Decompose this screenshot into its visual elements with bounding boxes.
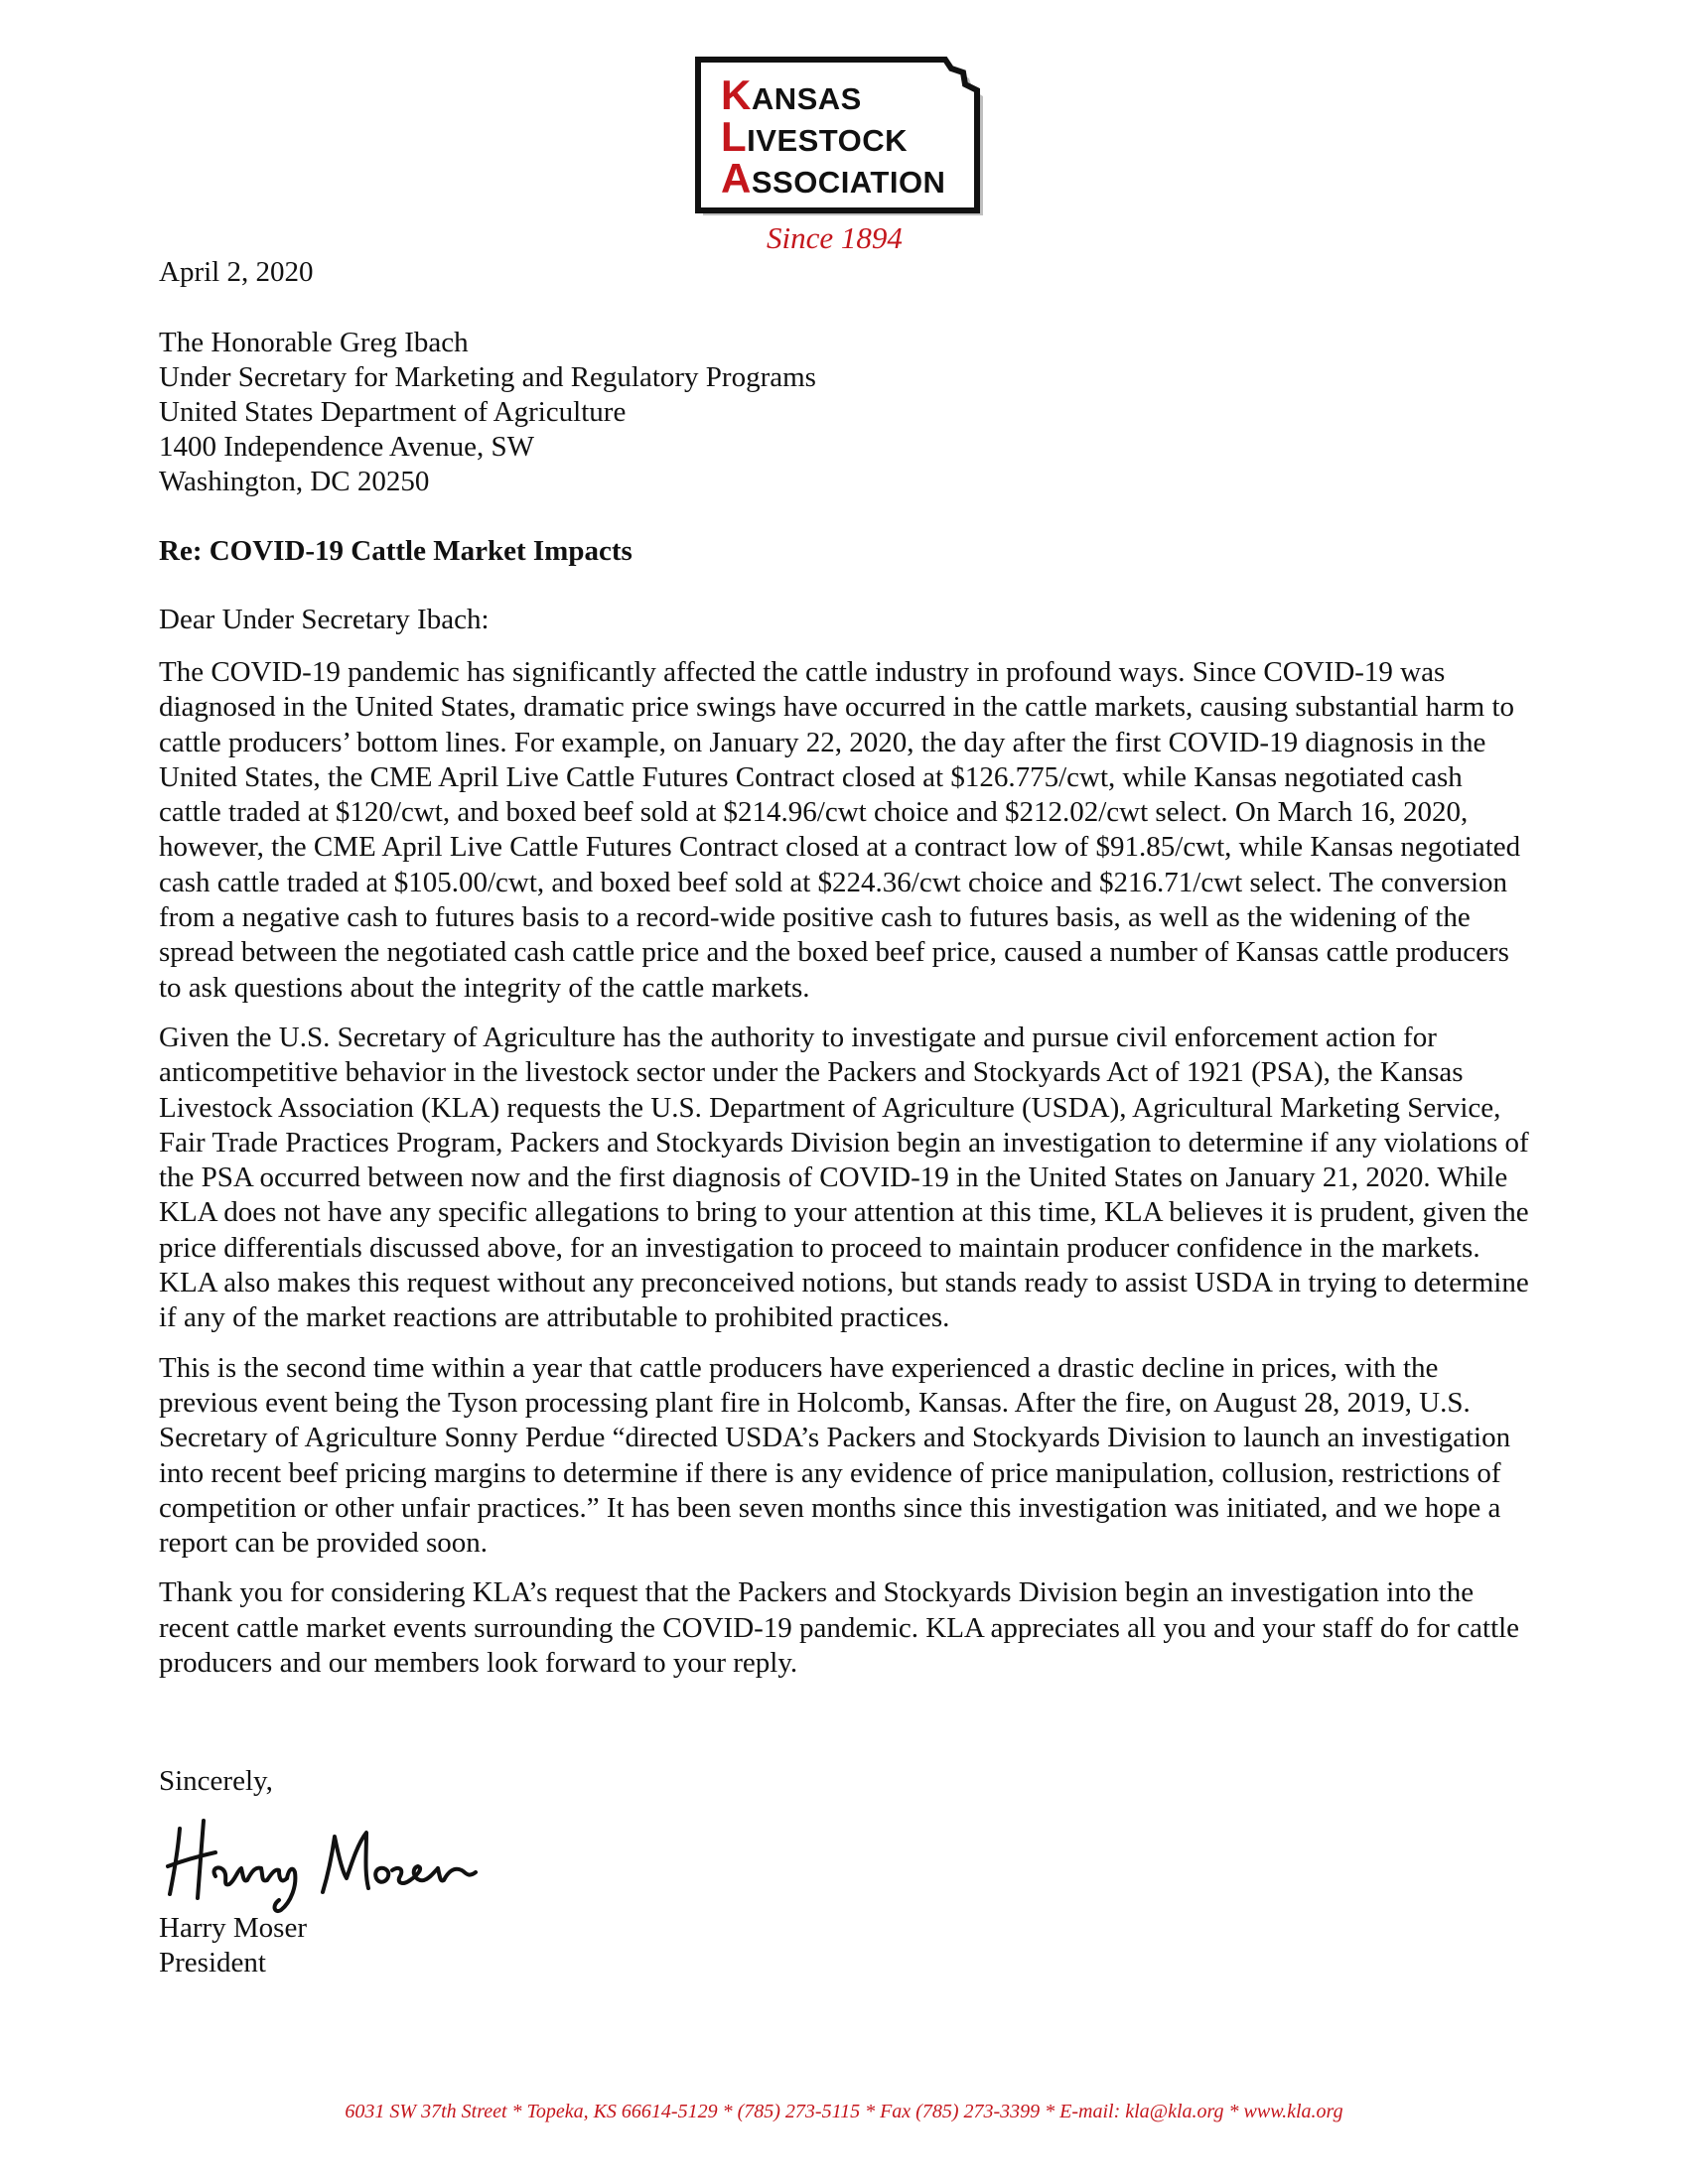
recipient-line: The Honorable Greg Ibach bbox=[159, 327, 469, 358]
signer-block bbox=[159, 1911, 307, 1980]
recipient-line: United States Department of Agriculture bbox=[159, 396, 627, 428]
logo-line-1: KANSAS bbox=[721, 71, 862, 118]
subject-line: Re: COVID-19 Cattle Market Impacts bbox=[159, 535, 633, 567]
body-paragraph: Thank you for considering KLA’s request that the Packers and Stockyards Division begin an investigation into the recent cattle market events surrounding the COVID-19 pandemic. KLA appreciates all you and your staff do for cattle producers and our members look forward to your reply. bbox=[159, 1576, 1520, 1680]
since-tagline: Since 1894 bbox=[767, 220, 903, 255]
closing: Sincerely, bbox=[159, 1765, 273, 1797]
body-paragraph: Given the U.S. Secretary of Agriculture has the authority to investigate and pursue civil enforcement action for anticompetitive behavior in the livestock sector under the Packers and Stockyards Act of 1921 (PSA), the Kansas Livestock Association (KLA) requests the U.S. Department of Agriculture (USDA), Agricultural Marketing Service, Fair Trade Practices Program, Packers and Stockyards Division begin an investigation to determine if any violations of the PSA occurred between now and the first diagnosis of COVID-19 in the United States on January 21, 2020. While KLA does not have any specific allegations to bring to your attention at this time, KLA believes it is prudent, given the price differentials discussed above, for an investigation to proceed to maintain producer confidence in the markets. KLA also makes this request without any preconceived notions, but stands ready to assist USDA in trying to determine if any of the market reactions are attributable to prohibited practices. bbox=[159, 1021, 1529, 1334]
recipient-line: Washington, DC 20250 bbox=[159, 466, 430, 497]
recipient-line: 1400 Independence Avenue, SW bbox=[159, 431, 534, 463]
signer-name: Harry Moser bbox=[159, 1912, 307, 1944]
handwritten-signature bbox=[164, 1807, 541, 1921]
logo-line-2: LIVESTOCK bbox=[721, 113, 909, 160]
recipient-line: Under Secretary for Marketing and Regulatory Programs bbox=[159, 361, 816, 393]
footer-contact-info: 6031 SW 37th Street * Topeka, KS 66614-5129 * (785) 273-5115 * Fax (785) 273-3399 * E-mail: kla@kla.org * www.kla.org bbox=[345, 2101, 1343, 2122]
logo-wordmark bbox=[721, 71, 946, 202]
logo-line-3: ASSOCIATION bbox=[721, 155, 946, 202]
letter-body bbox=[159, 655, 1529, 1696]
body-paragraph: This is the second time within a year that cattle producers have experienced a drastic decline in prices, with the previous event being the Tyson processing plant fire in Holcomb, Kansas. After the fire, on August 28, 2019, U.S. Secretary of Agriculture Sonny Perdue “directed USDA’s Packers and Stockyards Division to launch an investigation into recent beef pricing margins to determine if there is any evidence of price manipulation, collusion, restrictions of competition or other unfair practices.” It has been seven months since this investigation was initiated, and we hope a report can be provided soon. bbox=[159, 1351, 1511, 1560]
salutation: Dear Under Secretary Ibach: bbox=[159, 604, 490, 635]
body-paragraph: The COVID-19 pandemic has significantly affected the cattle industry in profound ways. Since COVID-19 was diagnosed in the United States, dramatic price swings have occurred in the cattle markets, causing substantial harm to cattle producers’ bottom lines. For example, on January 22, 2020, the day after the first COVID-19 diagnosis in the United States, the CME April Live Cattle Futures Contract closed at $126.775/cwt, while Kansas negotiated cash cattle traded at $120/cwt, and boxed beef sold at $214.96/cwt choice and $212.02/cwt select. On March 16, 2020, however, the CME April Live Cattle Futures Contract closed at a contract low of $91.85/cwt, while Kansas negotiated cash cattle traded at $105.00/cwt, and boxed beef sold at $224.36/cwt choice and $216.71/cwt select. The conversion from a negative cash to futures basis to a record-wide positive cash to futures basis, as well as the widening of the spread between the negotiated cash cattle price and the boxed beef price, caused a number of Kansas cattle producers to ask questions about the integrity of the cattle markets. bbox=[159, 656, 1521, 1004]
kla-logo bbox=[695, 57, 993, 215]
signer-title: President bbox=[159, 1947, 266, 1979]
recipient-address bbox=[159, 326, 816, 499]
letter-date: April 2, 2020 bbox=[159, 256, 314, 288]
